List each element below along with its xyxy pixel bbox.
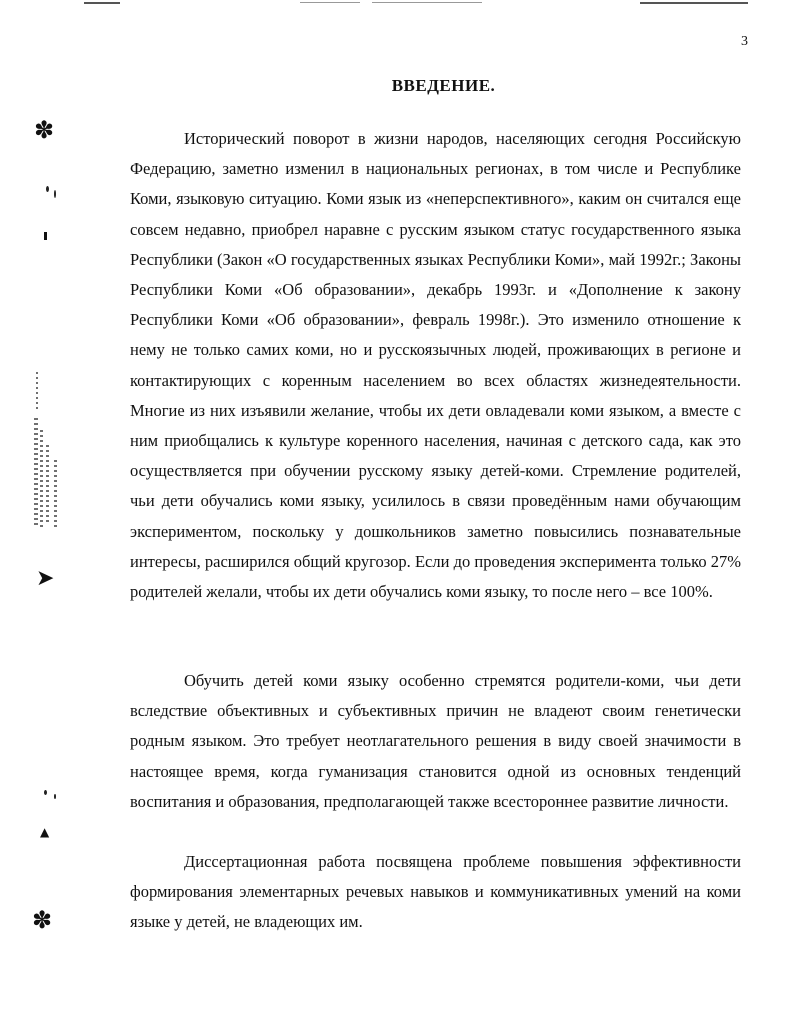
scan-streak xyxy=(36,372,38,412)
body-paragraph xyxy=(130,124,741,607)
scan-artifact-top-line xyxy=(300,2,360,3)
page-number: 3 xyxy=(741,34,748,49)
scan-dust xyxy=(44,790,47,795)
scan-artifact-top-line xyxy=(640,2,748,4)
scan-dust xyxy=(54,794,56,799)
document-heading: ВВЕДЕНИЕ. xyxy=(391,76,496,95)
scan-artifact-top-line xyxy=(84,2,120,4)
scan-blot-mark: ➤ xyxy=(36,566,55,591)
body-paragraph xyxy=(130,666,741,817)
scan-blot-mark: ▲ xyxy=(40,825,50,839)
scan-dust xyxy=(46,186,49,192)
paragraph-text: Диссертационная работа посвящена проблеме повышения эффективности формирования элементарных речевых навыков и коммуникативных умений на коми языке у детей, не владеющих им. xyxy=(130,852,741,932)
scan-blot-mark: ✽ xyxy=(34,116,55,144)
scan-streak xyxy=(40,430,43,530)
scan-streak xyxy=(34,418,38,528)
scan-streak xyxy=(54,460,57,530)
scan-dust xyxy=(54,190,56,198)
scan-blot-mark: ✽ xyxy=(32,906,53,934)
paragraph-text: Обучить детей коми языку особенно стремятся родители-коми, чьи дети вследствие объективных и субъективных причин не владеют своим генетически родным языком. Это требует неотлагательного решения в виду своей значимости в настоящее время, когда гуманизация становится одной из основных тенденций воспитания и образования, предполагающей также всестороннее развитие личности. xyxy=(130,671,741,811)
body-paragraph xyxy=(130,847,741,938)
paragraph-text: Исторический поворот в жизни народов, населяющих сегодня Российскую Федерацию, заметно изменил в национальных регионах, в том числе и Республике Коми, языковую ситуацию. Коми язык из «неперспективного», каким он считался еще совсем недавно, приобрел наравне с русским языком статус государственного языка Республики (Закон «О государственных языках Республики Коми», май 1992г.; Законы Республики Коми «Об образовании», декабрь 1993г. и «Дополнение к закону Республики Коми «Об образовании», февраль 1998г.). Это изменило отношение к нему не только самих коми, но и русскоязычных людей, проживающих в регионе и контактирующих с коренным населением во всех областях жизнедеятельности. Многие из них изъявили желание, чтобы их дети овладевали коми языком, а вместе с ним приобщались к культуре коренного населения, начиная с детского сада, как это осуществляется при обучении русскому языку детей-коми. Стремление родителей, чьи дети обучались коми языку, усилилось в связи проведённым нами обучающим экспериментом, поскольку у дошкольников заметно повысились познавательные интересы, расширился общий кругозор. Если до проведения эксперимента только 27% родителей желали, чтобы их дети обучались коми языку, то после него – все 100%. xyxy=(130,129,741,602)
scan-streak xyxy=(46,445,49,525)
scan-margin-mark xyxy=(44,232,47,240)
scan-artifact-top-line xyxy=(372,2,482,3)
